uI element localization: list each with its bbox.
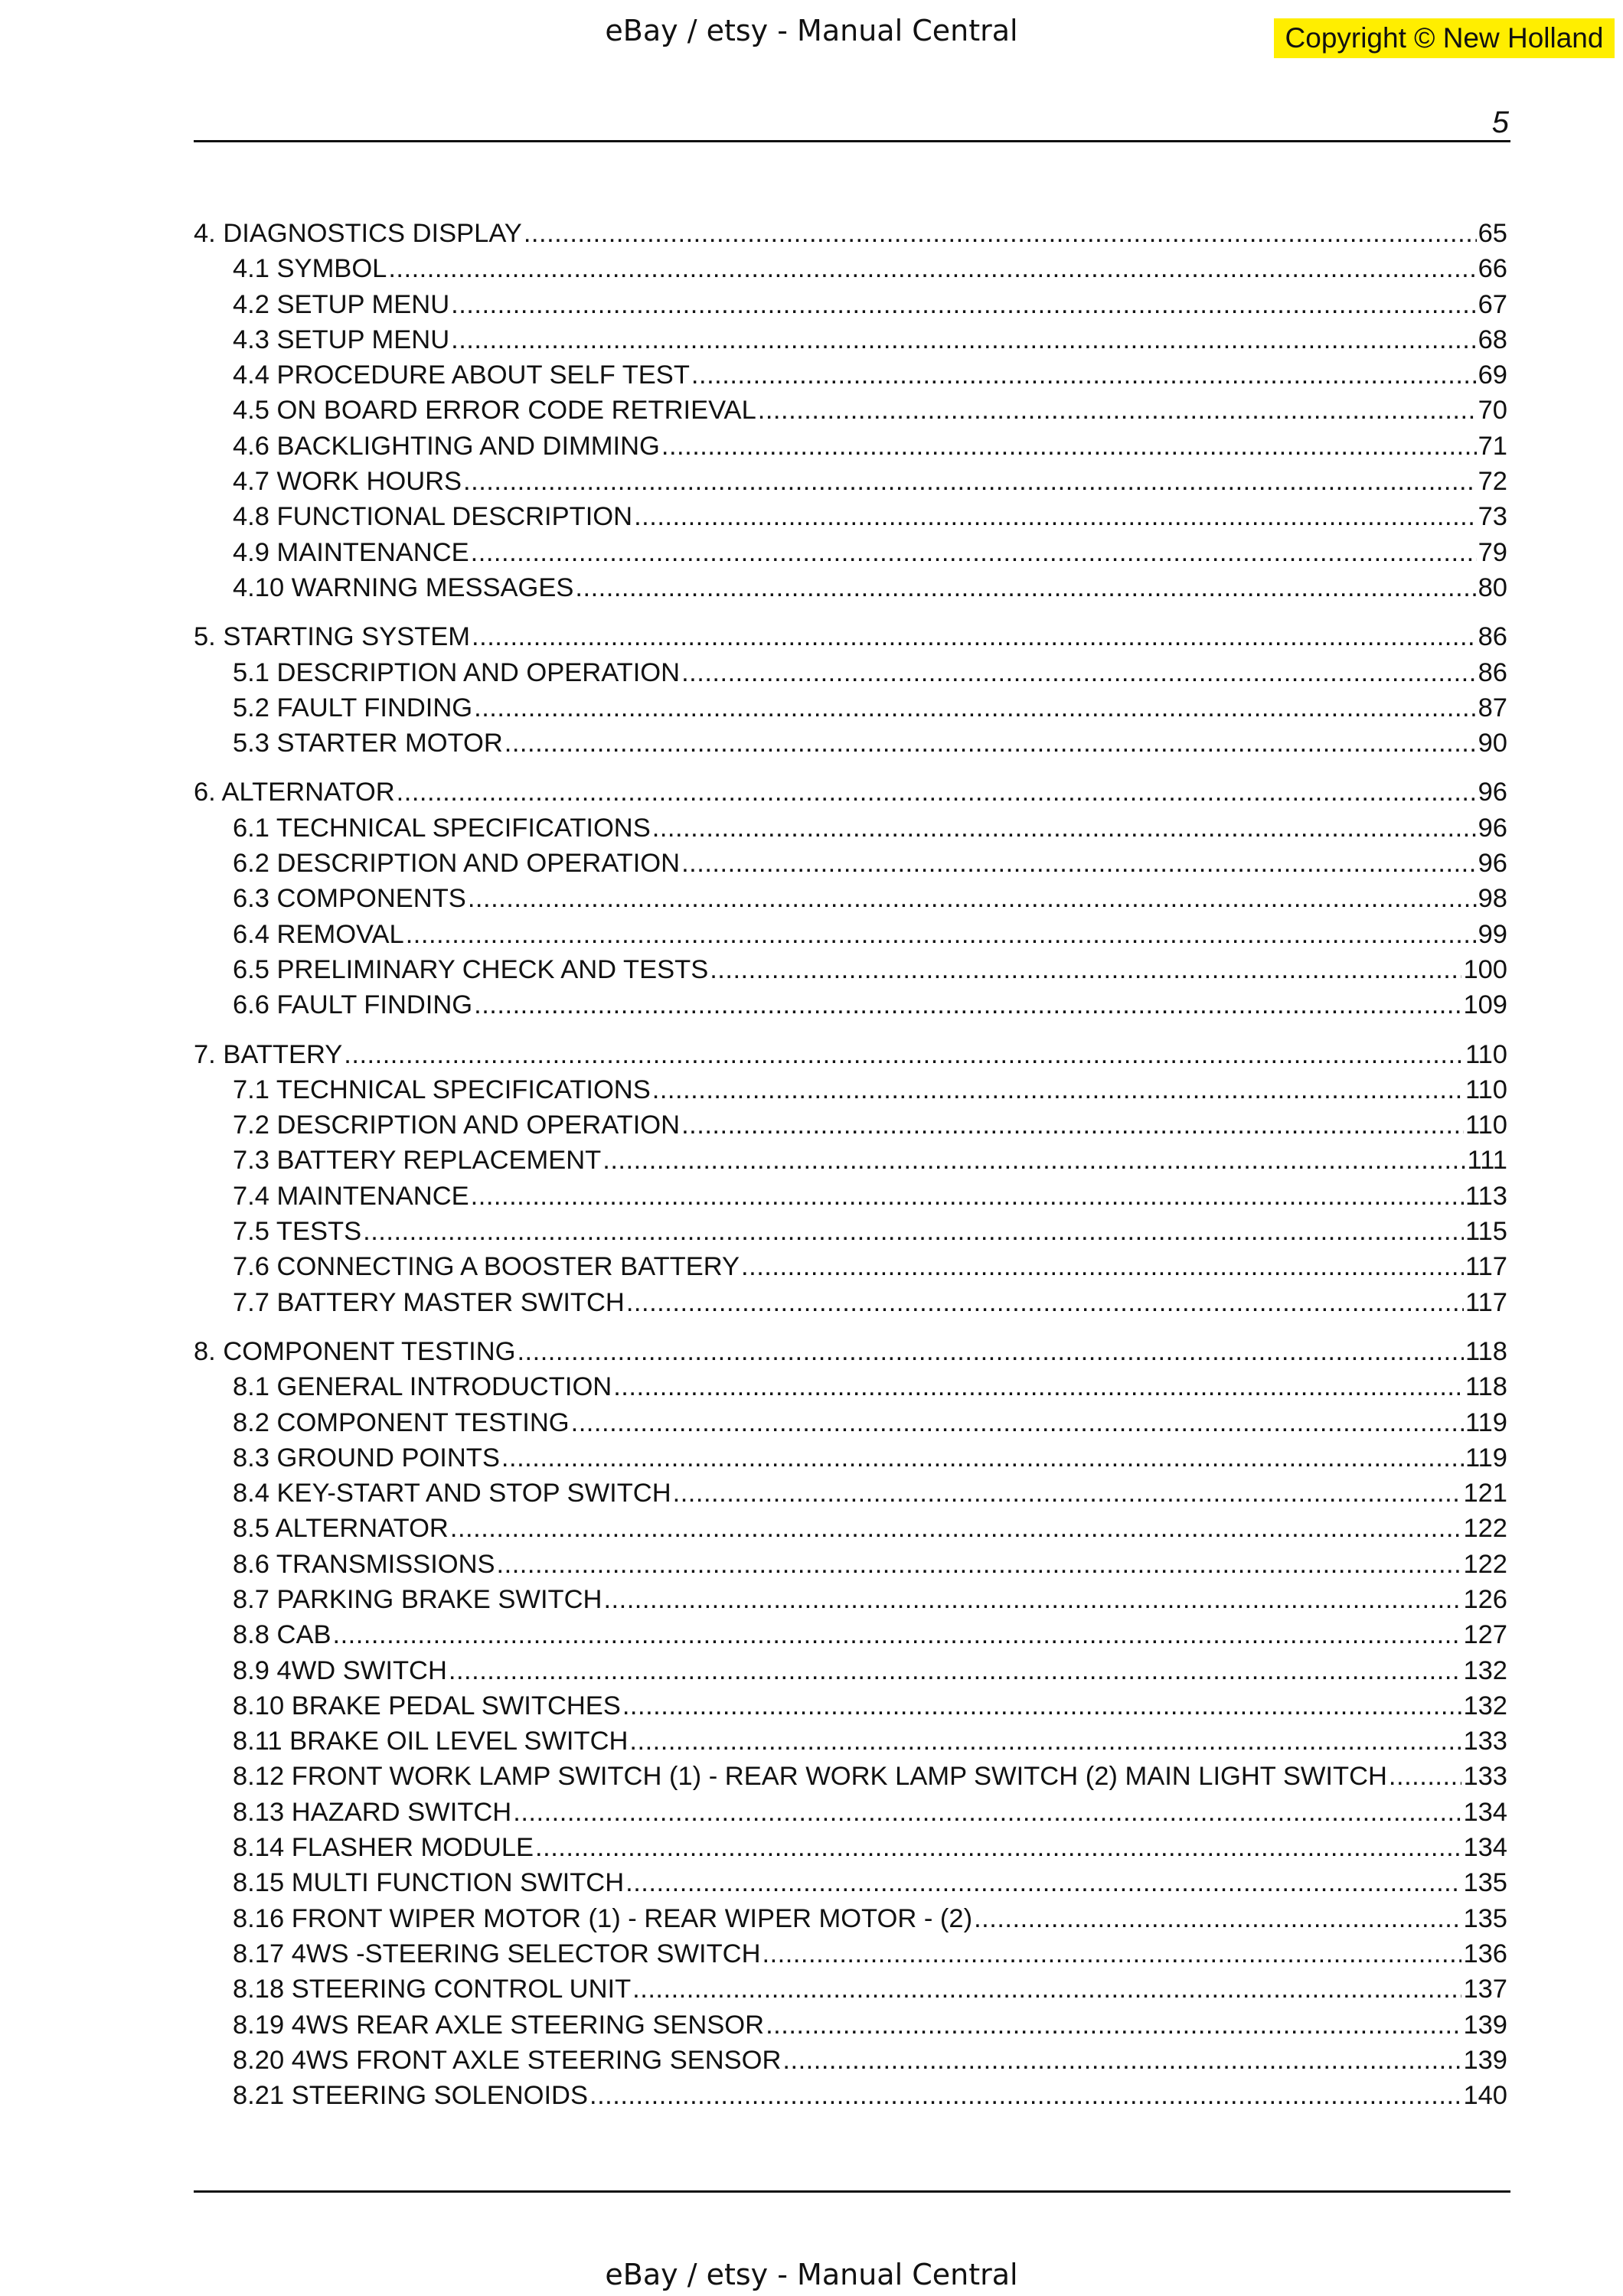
toc-subsection-row[interactable]	[194, 1369, 1507, 1404]
toc-subsection-row[interactable]	[194, 1143, 1507, 1178]
dot-leader	[474, 690, 1476, 726]
dot-leader	[710, 952, 1461, 987]
toc-subsection-row[interactable]	[194, 690, 1507, 726]
toc-entry-title: 8.12 FRONT WORK LAMP SWITCH (1) - REAR WORK LAMP SWITCH (2) MAIN LIGHT SWITCH	[233, 1762, 1387, 1792]
toc-subsection-row[interactable]	[194, 1214, 1507, 1249]
toc-entry-page: 119	[1465, 1407, 1507, 1437]
toc-entry-title: 5.3 STARTER MOTOR	[233, 729, 503, 758]
toc-entry-title: 7.4 MAINTENANCE	[233, 1181, 469, 1211]
toc-entry-page: 98	[1478, 884, 1507, 914]
dot-leader	[571, 1405, 1464, 1440]
toc-subsection-row[interactable]	[194, 1688, 1507, 1724]
dot-leader	[524, 216, 1477, 251]
toc-entry-title: 7.6 CONNECTING A BOOSTER BATTERY	[233, 1252, 740, 1282]
toc-entry-title: 8.10 BRAKE PEDAL SWITCHES	[233, 1691, 621, 1720]
toc-section	[194, 216, 1507, 605]
toc-subsection-row[interactable]	[194, 1547, 1507, 1582]
dot-leader	[626, 1285, 1464, 1320]
toc-chapter-row[interactable]	[194, 775, 1507, 810]
toc-entry-page: 69	[1478, 360, 1507, 390]
toc-subsection-row[interactable]	[194, 464, 1507, 499]
dot-leader	[691, 357, 1477, 393]
footer-divider	[194, 2190, 1510, 2193]
toc-subsection-row[interactable]	[194, 287, 1507, 322]
toc-entry-page: 135	[1463, 1903, 1507, 1933]
toc-entry-title: 8.5 ALTERNATOR	[233, 1514, 449, 1544]
toc-section	[194, 775, 1507, 1022]
dot-leader	[517, 1334, 1464, 1369]
toc-subsection-row[interactable]	[194, 1795, 1507, 1830]
page-number: 5	[1491, 106, 1509, 139]
toc-entry-page: 65	[1478, 219, 1507, 248]
toc-entry-page: 117	[1465, 1287, 1507, 1317]
footer-title: eBay / etsy - Manual Central	[605, 2258, 1018, 2291]
dot-leader	[763, 1936, 1462, 1971]
toc-subsection-row[interactable]	[194, 357, 1507, 393]
dot-leader	[535, 1830, 1461, 1865]
dot-leader	[625, 1865, 1461, 1900]
toc-subsection-row[interactable]	[194, 393, 1507, 428]
toc-entry-page: 96	[1478, 849, 1507, 879]
dot-leader	[603, 1582, 1461, 1617]
toc-chapter-row[interactable]	[194, 619, 1507, 654]
dot-leader	[363, 1214, 1464, 1249]
toc-subsection-row[interactable]	[194, 881, 1507, 916]
toc-entry-title: 6.1 TECHNICAL SPECIFICATIONS	[233, 813, 651, 843]
toc-entry-title: 4.1 SYMBOL	[233, 254, 387, 284]
toc-entry-page: 134	[1463, 1797, 1507, 1827]
dot-leader	[634, 499, 1477, 534]
toc-subsection-row[interactable]	[194, 429, 1507, 464]
dot-leader	[758, 393, 1477, 428]
toc-subsection-row[interactable]	[194, 1830, 1507, 1865]
header-divider	[194, 140, 1510, 142]
toc-entry-title: 8.17 4WS -STEERING SELECTOR SWITCH	[233, 1939, 761, 1968]
toc-subsection-row[interactable]	[194, 726, 1507, 761]
dot-leader	[397, 775, 1477, 810]
toc-subsection-row[interactable]	[194, 1285, 1507, 1320]
toc-entry-title: 4.10 WARNING MESSAGES	[233, 572, 574, 602]
toc-entry-page: 110	[1465, 1039, 1507, 1069]
toc-entry-title: 8.20 4WS FRONT AXLE STEERING SENSOR	[233, 2045, 782, 2075]
toc-subsection-row[interactable]	[194, 251, 1507, 286]
dot-leader	[406, 917, 1477, 952]
toc-subsection-row[interactable]	[194, 570, 1507, 605]
toc-subsection-row[interactable]	[194, 1107, 1507, 1143]
toc-entry-title: 8.7 PARKING BRAKE SWITCH	[233, 1584, 603, 1614]
toc-entry-page: 73	[1478, 502, 1507, 532]
dot-leader	[471, 535, 1477, 570]
toc-entry-title: 8.13 HAZARD SWITCH	[233, 1797, 512, 1827]
toc-subsection-row[interactable]	[194, 535, 1507, 570]
toc-entry-title: 6.6 FAULT FINDING	[233, 990, 473, 1020]
toc-entry-page: 121	[1463, 1479, 1507, 1508]
toc-entry-page: 109	[1463, 990, 1507, 1020]
toc-entry-page: 110	[1465, 1075, 1507, 1104]
toc-entry-title: 4. DIAGNOSTICS DISPLAY	[194, 219, 522, 248]
toc-section	[194, 619, 1507, 761]
toc-subsection-row[interactable]	[194, 1179, 1507, 1214]
toc-entry-title: 4.4 PROCEDURE ABOUT SELF TEST	[233, 360, 690, 390]
toc-subsection-row[interactable]	[194, 1759, 1507, 1794]
toc-entry-title: 4.2 SETUP MENU	[233, 289, 450, 319]
toc-entry-page: 115	[1465, 1217, 1507, 1247]
copyright-badge: Copyright © New Holland	[1274, 18, 1615, 58]
dot-leader	[629, 1724, 1461, 1759]
toc-entry-page: 100	[1463, 954, 1507, 984]
dot-leader	[344, 1037, 1464, 1072]
toc-entry-page: 122	[1463, 1549, 1507, 1579]
toc-entry-title: 6.2 DESCRIPTION AND OPERATION	[233, 849, 681, 879]
dot-leader	[681, 846, 1477, 881]
toc-entry-page: 117	[1465, 1252, 1507, 1282]
toc-subsection-row[interactable]	[194, 655, 1507, 690]
toc-subsection-row[interactable]	[194, 1511, 1507, 1546]
table-of-contents	[194, 216, 1507, 2127]
toc-entry-title: 8.9 4WD SWITCH	[233, 1655, 447, 1685]
toc-entry-page: 132	[1463, 1655, 1507, 1685]
dot-leader	[451, 287, 1477, 322]
toc-entry-title: 4.9 MAINTENANCE	[233, 537, 469, 567]
dot-leader	[332, 1617, 1461, 1652]
dot-leader	[451, 322, 1477, 357]
dot-leader	[472, 619, 1477, 654]
dot-leader	[501, 1440, 1464, 1476]
toc-entry-page: 133	[1463, 1762, 1507, 1792]
toc-entry-page: 96	[1478, 813, 1507, 843]
toc-entry-page: 72	[1478, 467, 1507, 497]
toc-entry-title: 4.5 ON BOARD ERROR CODE RETRIEVAL	[233, 396, 756, 426]
toc-entry-title: 8.21 STEERING SOLENOIDS	[233, 2081, 588, 2111]
toc-subsection-row[interactable]	[194, 1936, 1507, 1971]
toc-entry-page: 111	[1467, 1146, 1507, 1176]
toc-subsection-row[interactable]	[194, 2078, 1507, 2113]
toc-entry-page: 122	[1463, 1514, 1507, 1544]
toc-subsection-row[interactable]	[194, 1971, 1507, 2007]
toc-entry-page: 135	[1463, 1868, 1507, 1898]
dot-leader	[613, 1369, 1464, 1404]
toc-subsection-row[interactable]	[194, 846, 1507, 881]
toc-entry-title: 8.2 COMPONENT TESTING	[233, 1407, 570, 1437]
toc-entry-page: 139	[1463, 2045, 1507, 2075]
toc-entry-title: 5. STARTING SYSTEM	[194, 622, 471, 652]
toc-entry-page: 140	[1463, 2081, 1507, 2111]
toc-chapter-row[interactable]	[194, 216, 1507, 251]
dot-leader	[681, 655, 1477, 690]
toc-entry-title: 8.15 MULTI FUNCTION SWITCH	[233, 1868, 625, 1898]
dot-leader	[766, 2007, 1461, 2043]
toc-entry-title: 6.5 PRELIMINARY CHECK AND TESTS	[233, 954, 709, 984]
toc-entry-title: 7.3 BATTERY REPLACEMENT	[233, 1146, 602, 1176]
dot-leader	[974, 1901, 1461, 1936]
dot-leader	[474, 987, 1461, 1022]
toc-subsection-row[interactable]	[194, 1476, 1507, 1511]
dot-leader	[681, 1107, 1464, 1143]
toc-entry-title: 8.1 GENERAL INTRODUCTION	[233, 1372, 612, 1402]
toc-subsection-row[interactable]	[194, 987, 1507, 1022]
toc-subsection-row[interactable]	[194, 1072, 1507, 1107]
toc-entry-page: 133	[1463, 1727, 1507, 1756]
toc-entry-page: 118	[1465, 1336, 1507, 1366]
dot-leader	[471, 1179, 1464, 1214]
toc-entry-title: 8.18 STEERING CONTROL UNIT	[233, 1975, 632, 2004]
dot-leader	[782, 2043, 1461, 2078]
toc-subsection-row[interactable]	[194, 1865, 1507, 1900]
toc-subsection-row[interactable]	[194, 1617, 1507, 1652]
toc-entry-page: 67	[1478, 289, 1507, 319]
dot-leader	[505, 726, 1477, 761]
toc-subsection-row[interactable]	[194, 952, 1507, 987]
dot-leader	[603, 1143, 1465, 1178]
toc-entry-page: 110	[1465, 1110, 1507, 1140]
toc-entry-title: 8.4 KEY-START AND STOP SWITCH	[233, 1479, 671, 1508]
toc-entry-page: 80	[1478, 572, 1507, 602]
toc-entry-title: 7. BATTERY	[194, 1039, 343, 1069]
toc-entry-title: 5.2 FAULT FINDING	[233, 693, 473, 722]
toc-entry-page: 126	[1463, 1584, 1507, 1614]
dot-leader	[468, 881, 1477, 916]
toc-entry-title: 7.5 TESTS	[233, 1217, 362, 1247]
dot-leader	[673, 1476, 1462, 1511]
toc-entry-title: 7.2 DESCRIPTION AND OPERATION	[233, 1110, 681, 1140]
toc-entry-page: 118	[1465, 1372, 1507, 1402]
toc-entry-page: 70	[1478, 396, 1507, 426]
toc-section	[194, 1334, 1507, 2114]
toc-subsection-row[interactable]	[194, 2007, 1507, 2043]
toc-subsection-row[interactable]	[194, 1440, 1507, 1476]
dot-leader	[463, 464, 1477, 499]
dot-leader	[388, 251, 1476, 286]
toc-entry-title: 8.16 FRONT WIPER MOTOR (1) - REAR WIPER MOTOR - (2)	[233, 1903, 973, 1933]
toc-entry-title: 8.8 CAB	[233, 1620, 331, 1650]
dot-leader	[589, 2078, 1461, 2113]
toc-entry-title: 4.6 BACKLIGHTING AND DIMMING	[233, 431, 660, 461]
toc-entry-title: 7.7 BATTERY MASTER SWITCH	[233, 1287, 625, 1317]
toc-entry-page: 119	[1465, 1443, 1507, 1473]
toc-subsection-row[interactable]	[194, 1724, 1507, 1759]
toc-subsection-row[interactable]	[194, 1405, 1507, 1440]
dot-leader	[575, 570, 1476, 605]
toc-entry-page: 71	[1478, 431, 1507, 461]
dot-leader	[652, 1072, 1464, 1107]
toc-entry-page: 132	[1463, 1691, 1507, 1720]
dot-leader	[497, 1547, 1462, 1582]
toc-entry-title: 4.3 SETUP MENU	[233, 325, 450, 354]
toc-entry-title: 4.8 FUNCTIONAL DESCRIPTION	[233, 502, 633, 532]
dot-leader	[632, 1971, 1461, 2007]
dot-leader	[1389, 1759, 1462, 1794]
toc-subsection-row[interactable]	[194, 810, 1507, 846]
toc-entry-title: 8.3 GROUND POINTS	[233, 1443, 500, 1473]
toc-subsection-row[interactable]	[194, 2043, 1507, 2078]
toc-entry-page: 68	[1478, 325, 1507, 354]
toc-entry-title: 6.4 REMOVAL	[233, 919, 404, 949]
toc-chapter-row[interactable]	[194, 1334, 1507, 1369]
toc-subsection-row[interactable]	[194, 1249, 1507, 1284]
toc-entry-title: 8.19 4WS REAR AXLE STEERING SENSOR	[233, 2010, 765, 2040]
toc-entry-title: 8. COMPONENT TESTING	[194, 1336, 516, 1366]
toc-section	[194, 1037, 1507, 1320]
dot-leader	[513, 1795, 1461, 1830]
toc-entry-page: 113	[1465, 1181, 1507, 1211]
toc-entry-title: 8.11 BRAKE OIL LEVEL SWITCH	[233, 1727, 629, 1756]
dot-leader	[450, 1511, 1462, 1546]
dot-leader	[661, 429, 1477, 464]
toc-subsection-row[interactable]	[194, 917, 1507, 952]
toc-entry-page: 86	[1478, 657, 1507, 687]
toc-entry-page: 134	[1463, 1833, 1507, 1863]
toc-entry-page: 99	[1478, 919, 1507, 949]
header-title: eBay / etsy - Manual Central	[605, 14, 1018, 47]
dot-leader	[622, 1688, 1462, 1724]
toc-entry-page: 66	[1478, 254, 1507, 284]
toc-entry-title: 5.1 DESCRIPTION AND OPERATION	[233, 657, 681, 687]
toc-entry-page: 136	[1463, 1939, 1507, 1968]
toc-entry-page: 86	[1478, 622, 1507, 652]
toc-entry-page: 139	[1463, 2010, 1507, 2040]
toc-entry-title: 6. ALTERNATOR	[194, 778, 395, 807]
toc-subsection-row[interactable]	[194, 322, 1507, 357]
toc-entry-page: 137	[1463, 1975, 1507, 2004]
toc-entry-title: 8.14 FLASHER MODULE	[233, 1833, 534, 1863]
toc-subsection-row[interactable]	[194, 1901, 1507, 1936]
toc-entry-title: 6.3 COMPONENTS	[233, 884, 466, 914]
dot-leader	[652, 810, 1477, 846]
toc-subsection-row[interactable]	[194, 499, 1507, 534]
toc-subsection-row[interactable]	[194, 1582, 1507, 1617]
toc-subsection-row[interactable]	[194, 1653, 1507, 1688]
dot-leader	[741, 1249, 1464, 1284]
toc-entry-title: 8.6 TRANSMISSIONS	[233, 1549, 495, 1579]
toc-entry-title: 7.1 TECHNICAL SPECIFICATIONS	[233, 1075, 651, 1104]
toc-entry-page: 96	[1478, 778, 1507, 807]
toc-entry-page: 90	[1478, 729, 1507, 758]
toc-chapter-row[interactable]	[194, 1037, 1507, 1072]
toc-entry-page: 87	[1478, 693, 1507, 722]
toc-entry-page: 127	[1463, 1620, 1507, 1650]
dot-leader	[449, 1653, 1462, 1688]
toc-entry-title: 4.7 WORK HOURS	[233, 467, 462, 497]
toc-entry-page: 79	[1478, 537, 1507, 567]
